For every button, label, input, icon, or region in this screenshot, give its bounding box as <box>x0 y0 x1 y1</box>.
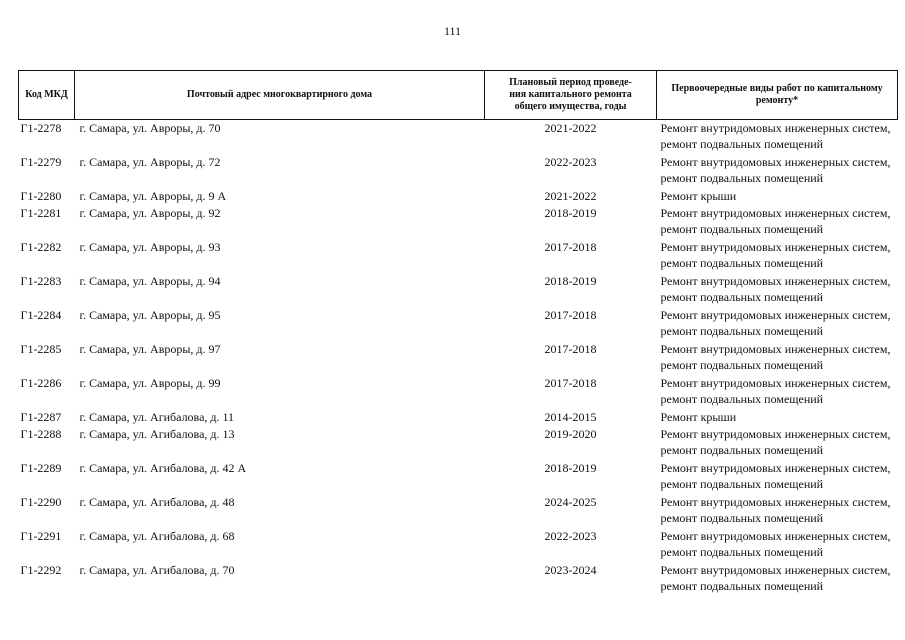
planned-period: 2017-2018 <box>544 240 597 254</box>
planned-period: 2018-2019 <box>544 461 597 475</box>
mkd-code: Г1-2286 <box>20 376 62 390</box>
works-line: Ремонт внутридомовых инженерных систем, <box>660 342 891 356</box>
priority-works <box>657 460 898 494</box>
priority-works <box>657 494 898 528</box>
works-line: Ремонт крыши <box>660 410 737 424</box>
postal-address: г. Самара, ул. Агибалова, д. 11 <box>79 410 235 424</box>
postal-address: г. Самара, ул. Авроры, д. 72 <box>79 155 221 169</box>
works-line: Ремонт крыши <box>660 189 737 203</box>
table-row <box>19 188 898 205</box>
priority-works <box>657 273 898 307</box>
planned-period: 2017-2018 <box>544 376 597 390</box>
planned-period: 2018-2019 <box>544 274 597 288</box>
table-row <box>19 375 898 409</box>
postal-address: г. Самара, ул. Агибалова, д. 70 <box>79 563 235 577</box>
works-line: Ремонт внутридомовых инженерных систем, <box>660 563 891 577</box>
works-line: Ремонт внутридомовых инженерных систем, <box>660 240 891 254</box>
works-line: ремонт подвальных помещений <box>660 443 824 457</box>
table-row <box>19 341 898 375</box>
works-line: ремонт подвальных помещений <box>660 511 824 525</box>
priority-works <box>657 205 898 239</box>
table-row <box>19 494 898 528</box>
postal-address: г. Самара, ул. Авроры, д. 93 <box>79 240 221 254</box>
works-line: Ремонт внутридомовых инженерных систем, <box>660 529 891 543</box>
priority-works <box>657 341 898 375</box>
works-line: ремонт подвальных помещений <box>660 358 824 372</box>
priority-works <box>657 307 898 341</box>
works-line: Ремонт внутридомовых инженерных систем, <box>660 376 891 390</box>
postal-address: г. Самара, ул. Авроры, д. 99 <box>79 376 221 390</box>
header-period: Плановый период проведе- ния капитального ремонта общего имущества, годы <box>485 71 657 120</box>
table-row <box>19 307 898 341</box>
works-line: Ремонт внутридомовых инженерных систем, <box>660 427 891 441</box>
table-row <box>19 205 898 239</box>
postal-address: г. Самара, ул. Агибалова, д. 48 <box>79 495 235 509</box>
postal-address: г. Самара, ул. Авроры, д. 97 <box>79 342 221 356</box>
mkd-code: Г1-2290 <box>20 495 62 509</box>
works-line: Ремонт внутридомовых инженерных систем, <box>660 495 891 509</box>
priority-works <box>657 375 898 409</box>
priority-works <box>657 528 898 562</box>
mkd-code: Г1-2280 <box>20 189 62 203</box>
works-line: ремонт подвальных помещений <box>660 579 824 593</box>
planned-period: 2019-2020 <box>544 427 597 441</box>
works-line: Ремонт внутридомовых инженерных систем, <box>660 308 891 322</box>
mkd-code: Г1-2283 <box>20 274 62 288</box>
planned-period: 2018-2019 <box>544 206 597 220</box>
works-line: Ремонт внутридомовых инженерных систем, <box>660 121 891 135</box>
priority-works <box>657 239 898 273</box>
priority-works <box>657 409 898 426</box>
table-row <box>19 154 898 188</box>
postal-address: г. Самара, ул. Авроры, д. 9 А <box>79 189 227 203</box>
works-line: Ремонт внутридомовых инженерных систем, <box>660 461 891 475</box>
works-line: ремонт подвальных помещений <box>660 256 824 270</box>
works-line: ремонт подвальных помещений <box>660 324 824 338</box>
planned-period: 2022-2023 <box>544 155 597 169</box>
mkd-code: Г1-2282 <box>20 240 62 254</box>
mkd-code: Г1-2287 <box>20 410 62 424</box>
table-row <box>19 562 898 596</box>
postal-address: г. Самара, ул. Авроры, д. 95 <box>79 308 221 322</box>
postal-address: г. Самара, ул. Авроры, д. 94 <box>79 274 221 288</box>
planned-period: 2021-2022 <box>544 121 597 135</box>
priority-works <box>657 188 898 205</box>
capital-repair-table <box>18 70 898 596</box>
mkd-code: Г1-2281 <box>20 206 62 220</box>
works-line: ремонт подвальных помещений <box>660 171 824 185</box>
table-row <box>19 120 898 155</box>
table-row <box>19 409 898 426</box>
planned-period: 2022-2023 <box>544 529 597 543</box>
priority-works <box>657 120 898 155</box>
table-row <box>19 528 898 562</box>
mkd-code: Г1-2284 <box>20 308 62 322</box>
planned-period: 2017-2018 <box>544 342 597 356</box>
header-code: Код МКД <box>19 71 75 120</box>
priority-works <box>657 154 898 188</box>
works-line: ремонт подвальных помещений <box>660 222 824 236</box>
works-line: ремонт подвальных помещений <box>660 290 824 304</box>
works-line: ремонт подвальных помещений <box>660 545 824 559</box>
table-header <box>19 71 898 120</box>
planned-period: 2023-2024 <box>544 563 597 577</box>
table-row <box>19 426 898 460</box>
works-line: Ремонт внутридомовых инженерных систем, <box>660 155 891 169</box>
mkd-code: Г1-2279 <box>20 155 62 169</box>
planned-period: 2021-2022 <box>544 189 597 203</box>
postal-address: г. Самара, ул. Агибалова, д. 68 <box>79 529 235 543</box>
mkd-code: Г1-2289 <box>20 461 62 475</box>
page-number: 111 <box>443 24 462 38</box>
postal-address: г. Самара, ул. Авроры, д. 70 <box>79 121 221 135</box>
planned-period: 2017-2018 <box>544 308 597 322</box>
planned-period: 2024-2025 <box>544 495 597 509</box>
works-line: ремонт подвальных помещений <box>660 137 824 151</box>
header-address: Почтовый адрес многоквартирного дома <box>75 71 485 120</box>
works-line: Ремонт внутридомовых инженерных систем, <box>660 206 891 220</box>
works-line: Ремонт внутридомовых инженерных систем, <box>660 274 891 288</box>
table-row <box>19 273 898 307</box>
postal-address: г. Самара, ул. Агибалова, д. 13 <box>79 427 235 441</box>
mkd-code: Г1-2278 <box>20 121 62 135</box>
header-works: Первоочередные виды работ по капитальному ремонту* <box>657 71 898 120</box>
table-row <box>19 239 898 273</box>
works-line: ремонт подвальных помещений <box>660 477 824 491</box>
priority-works <box>657 562 898 596</box>
postal-address: г. Самара, ул. Авроры, д. 92 <box>79 206 221 220</box>
priority-works <box>657 426 898 460</box>
planned-period: 2014-2015 <box>544 410 597 424</box>
table-row <box>19 460 898 494</box>
mkd-code: Г1-2291 <box>20 529 62 543</box>
works-line: ремонт подвальных помещений <box>660 392 824 406</box>
mkd-code: Г1-2292 <box>20 563 62 577</box>
postal-address: г. Самара, ул. Агибалова, д. 42 А <box>79 461 247 475</box>
mkd-code: Г1-2285 <box>20 342 62 356</box>
mkd-code: Г1-2288 <box>20 427 62 441</box>
table-body <box>19 120 898 597</box>
